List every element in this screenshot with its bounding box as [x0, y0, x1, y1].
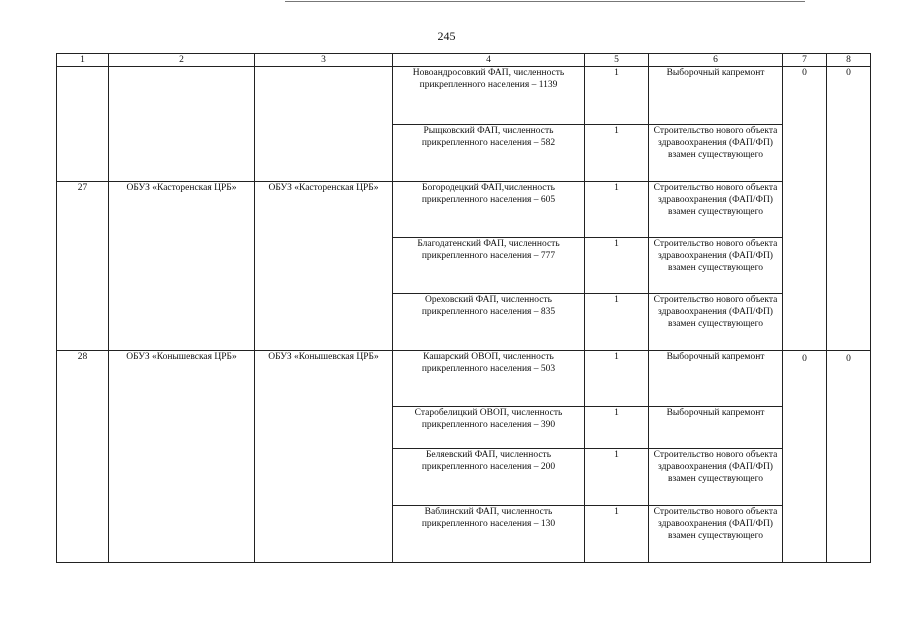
header-cell-7: 7 [783, 54, 827, 67]
quantity-cell: 1 [585, 238, 649, 294]
header-cell-8: 8 [827, 54, 871, 67]
facility-cell: Ореховский ФАП, численность прикрепленного населения – 835 [393, 294, 585, 351]
top-scan-rule [285, 1, 805, 2]
row-number-cell: 27 [57, 182, 109, 351]
quantity-cell: 1 [585, 294, 649, 351]
col7-value-cell: 0 [783, 67, 827, 351]
header-row [57, 54, 871, 67]
table-row [57, 182, 871, 238]
facility-cell: Ваблинский ФАП, численность прикрепленного населения – 130 [393, 506, 585, 563]
facility-cell: Богородецкий ФАП,численность прикрепленного населения – 605 [393, 182, 585, 238]
quantity-cell: 1 [585, 351, 649, 407]
organization-cell: ОБУЗ «Конышевская ЦРБ» [109, 351, 255, 563]
facility-cell: Старобелицкий ОВОП, численность прикрепленного населения – 390 [393, 407, 585, 449]
table-row [57, 351, 871, 407]
row-number-cell: 28 [57, 351, 109, 563]
facility-cell: Рыщковский ФАП, численность прикрепленного населения – 582 [393, 125, 585, 182]
work-type-cell: Выборочный капремонт [649, 351, 783, 407]
header-cell-2: 2 [109, 54, 255, 67]
work-type-cell: Строительство нового объекта здравоохранения (ФАП/ФП) взамен существующего [649, 182, 783, 238]
work-type-cell: Строительство нового объекта здравоохранения (ФАП/ФП) взамен существующего [649, 294, 783, 351]
header-cell-6: 6 [649, 54, 783, 67]
facility-cell: Новоандросовкий ФАП, численность прикрепленного населения – 1139 [393, 67, 585, 125]
organization-cell: ОБУЗ «Касторенская ЦРБ» [255, 182, 393, 351]
col8-value-cell: 0 [827, 67, 871, 351]
table-row [57, 67, 871, 125]
work-type-cell: Строительство нового объекта здравоохранения (ФАП/ФП) взамен существующего [649, 506, 783, 563]
work-type-cell: Выборочный капремонт [649, 407, 783, 449]
quantity-cell: 1 [585, 407, 649, 449]
header-cell-5: 5 [585, 54, 649, 67]
work-type-cell: Строительство нового объекта здравоохранения (ФАП/ФП) взамен существующего [649, 238, 783, 294]
header-cell-1: 1 [57, 54, 109, 67]
organization-cell [109, 67, 255, 182]
header-cell-3: 3 [255, 54, 393, 67]
organization-cell [255, 67, 393, 182]
quantity-cell: 1 [585, 506, 649, 563]
organization-cell: ОБУЗ «Конышевская ЦРБ» [255, 351, 393, 563]
facilities-table [56, 53, 871, 563]
quantity-cell: 1 [585, 67, 649, 125]
facility-cell: Беляевский ФАП, численность прикрепленного населения – 200 [393, 449, 585, 506]
quantity-cell: 1 [585, 182, 649, 238]
organization-cell: ОБУЗ «Касторенская ЦРБ» [109, 182, 255, 351]
work-type-cell: Выборочный капремонт [649, 67, 783, 125]
col8-value-cell: 0 [827, 351, 871, 563]
facility-cell: Благодатенский ФАП, численность прикрепленного населения – 777 [393, 238, 585, 294]
quantity-cell: 1 [585, 125, 649, 182]
facility-cell: Кашарский ОВОП, численность прикрепленного населения – 503 [393, 351, 585, 407]
work-type-cell: Строительство нового объекта здравоохранения (ФАП/ФП) взамен существующего [649, 449, 783, 506]
page-number: 245 [437, 29, 456, 43]
col7-value-cell: 0 [783, 351, 827, 563]
work-type-cell: Строительство нового объекта здравоохранения (ФАП/ФП) взамен существующего [649, 125, 783, 182]
row-number-cell [57, 67, 109, 182]
quantity-cell: 1 [585, 449, 649, 506]
header-cell-4: 4 [393, 54, 585, 67]
